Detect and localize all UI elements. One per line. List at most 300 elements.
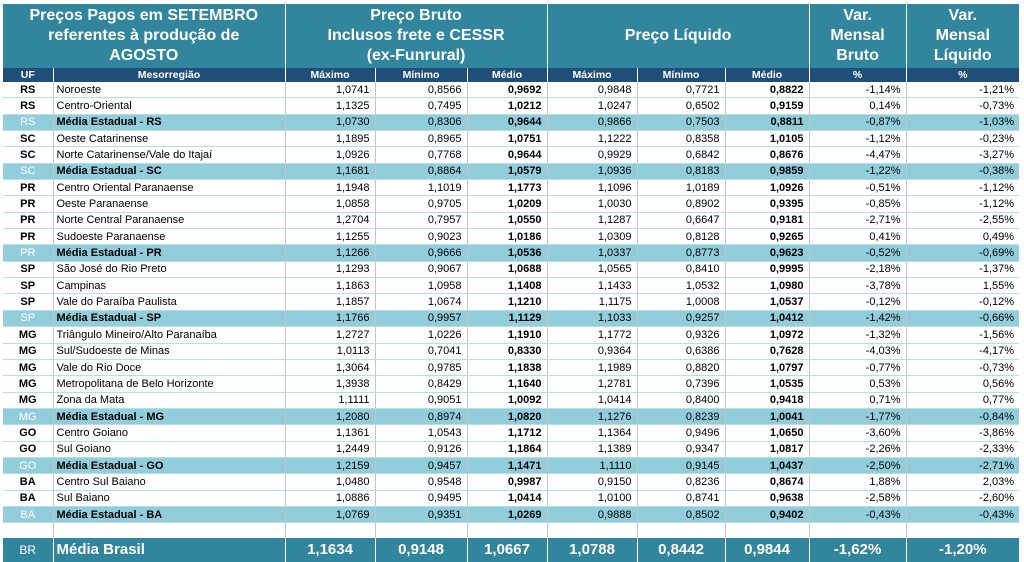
row-bruto-min: 0,9457 [375, 457, 467, 473]
row-bruto-min: 0,8429 [375, 376, 467, 392]
row-bruto-min: 0,8864 [375, 163, 467, 179]
var-liquido-line-2: Mensal [935, 27, 990, 44]
row-uf: SC [3, 163, 53, 179]
row-mesorregiao: Sudoeste Paranaense [53, 229, 285, 245]
row-liquido-medio: 1,0105 [725, 131, 809, 147]
state-average-row [3, 163, 1019, 179]
row-bruto-max: 1,2159 [285, 457, 375, 473]
row-bruto-min: 0,9785 [375, 359, 467, 375]
row-var-bruto: -3,78% [809, 278, 906, 294]
row-var-bruto: 0,71% [809, 392, 906, 408]
row-mesorregiao: Vale do Rio Doce [53, 359, 285, 375]
row-bruto-min: 0,9067 [375, 261, 467, 277]
row-var-bruto: -1,22% [809, 163, 906, 179]
row-var-bruto: -3,60% [809, 425, 906, 441]
row-bruto-max: 1,1255 [285, 229, 375, 245]
row-var-bruto: 1,88% [809, 474, 906, 490]
row-liquido-min: 0,8358 [637, 131, 725, 147]
brazil-average-row [3, 538, 1019, 562]
table-row [3, 425, 1019, 441]
col-mesorregiao: Mesorregião [53, 68, 285, 82]
row-bruto-max: 1,1681 [285, 163, 375, 179]
table-row [3, 359, 1019, 375]
row-liquido-medio: 0,9859 [725, 163, 809, 179]
table-row [3, 474, 1019, 490]
row-mesorregiao: Metropolitana de Belo Horizonte [53, 376, 285, 392]
row-liquido-medio: 0,9181 [725, 212, 809, 228]
row-bruto-medio: 1,0092 [467, 392, 547, 408]
preco-bruto-line-3: (ex-Funrural) [366, 47, 466, 64]
row-liquido-min: 0,8741 [637, 490, 725, 506]
row-bruto-min: 0,9023 [375, 229, 467, 245]
footer-bruto-min: 0,9148 [375, 538, 467, 562]
row-bruto-min: 0,9495 [375, 490, 467, 506]
row-bruto-min: 1,1019 [375, 180, 467, 196]
row-liquido-medio: 1,0535 [725, 376, 809, 392]
row-liquido-max: 1,0247 [547, 98, 637, 114]
row-bruto-medio: 0,9644 [467, 147, 547, 163]
row-mesorregiao: Centro Sul Baiano [53, 474, 285, 490]
row-liquido-medio: 0,8674 [725, 474, 809, 490]
row-var-bruto: -2,58% [809, 490, 906, 506]
table-title [3, 4, 285, 68]
row-liquido-medio: 1,0437 [725, 457, 809, 473]
row-bruto-medio: 1,0186 [467, 229, 547, 245]
row-var-bruto: -0,87% [809, 114, 906, 130]
row-uf: PR [3, 212, 53, 228]
row-liquido-medio: 0,9395 [725, 196, 809, 212]
row-var-bruto: -1,32% [809, 327, 906, 343]
table-row [3, 327, 1019, 343]
state-average-row [3, 114, 1019, 130]
row-bruto-min: 1,0674 [375, 294, 467, 310]
row-liquido-min: 0,7503 [637, 114, 725, 130]
row-liquido-min: 0,8410 [637, 261, 725, 277]
row-liquido-min: 1,0532 [637, 278, 725, 294]
row-bruto-min: 1,0958 [375, 278, 467, 294]
row-var-bruto: -1,12% [809, 131, 906, 147]
row-liquido-medio: 0,9638 [725, 490, 809, 506]
table-row [3, 82, 1019, 98]
row-bruto-min: 0,8306 [375, 114, 467, 130]
row-bruto-min: 0,9126 [375, 441, 467, 457]
row-mesorregiao: Centro-Oriental [53, 98, 285, 114]
row-bruto-max: 1,3938 [285, 376, 375, 392]
row-uf: SP [3, 310, 53, 326]
row-liquido-medio: 1,0650 [725, 425, 809, 441]
var-bruto-header [809, 4, 906, 68]
row-var-liquido: -4,17% [906, 343, 1019, 359]
row-liquido-min: 0,9257 [637, 310, 725, 326]
col-bruto-min: Mínimo [375, 68, 467, 82]
row-bruto-medio: 1,1129 [467, 310, 547, 326]
row-var-liquido: -0,69% [906, 245, 1019, 261]
row-var-liquido: -2,55% [906, 212, 1019, 228]
row-liquido-max: 1,0337 [547, 245, 637, 261]
row-bruto-min: 0,9351 [375, 506, 467, 522]
row-var-liquido: -2,60% [906, 490, 1019, 506]
row-uf: RS [3, 98, 53, 114]
row-var-bruto: -4,03% [809, 343, 906, 359]
row-bruto-medio: 1,0579 [467, 163, 547, 179]
row-liquido-min: 0,9145 [637, 457, 725, 473]
row-bruto-max: 1,1266 [285, 245, 375, 261]
row-liquido-min: 0,8128 [637, 229, 725, 245]
title-line-3: AGOSTO [109, 47, 179, 64]
col-liquido-max: Máximo [547, 68, 637, 82]
row-liquido-max: 0,9866 [547, 114, 637, 130]
row-var-liquido: -0,38% [906, 163, 1019, 179]
table-row [3, 278, 1019, 294]
table-row [3, 180, 1019, 196]
row-liquido-max: 1,1433 [547, 278, 637, 294]
row-bruto-max: 1,0769 [285, 506, 375, 522]
row-mesorregiao: Sul/Sudoeste de Minas [53, 343, 285, 359]
row-mesorregiao: Oeste Catarinense [53, 131, 285, 147]
row-liquido-medio: 1,0797 [725, 359, 809, 375]
row-liquido-max: 1,1096 [547, 180, 637, 196]
row-bruto-medio: 1,1838 [467, 359, 547, 375]
table-body [3, 82, 1019, 523]
row-liquido-medio: 1,0972 [725, 327, 809, 343]
row-uf: GO [3, 441, 53, 457]
row-liquido-medio: 1,0817 [725, 441, 809, 457]
row-bruto-min: 0,7495 [375, 98, 467, 114]
row-var-bruto: 0,14% [809, 98, 906, 114]
row-mesorregiao: Sul Baiano [53, 490, 285, 506]
row-mesorregiao: Noroeste [53, 82, 285, 98]
state-average-row [3, 408, 1019, 424]
row-mesorregiao: Média Estadual - BA [53, 506, 285, 522]
row-bruto-max: 1,3064 [285, 359, 375, 375]
table-row [3, 376, 1019, 392]
row-var-liquido: -3,27% [906, 147, 1019, 163]
row-bruto-medio: 0,8330 [467, 343, 547, 359]
col-bruto-max: Máximo [285, 68, 375, 82]
row-bruto-medio: 0,9692 [467, 82, 547, 98]
row-mesorregiao: Média Estadual - SC [53, 163, 285, 179]
row-var-liquido: -2,33% [906, 441, 1019, 457]
row-liquido-max: 1,2781 [547, 376, 637, 392]
row-liquido-min: 0,8902 [637, 196, 725, 212]
row-liquido-max: 1,0414 [547, 392, 637, 408]
footer-label: Média Brasil [53, 538, 285, 562]
col-liquido-medio: Médio [725, 68, 809, 82]
table-row [3, 98, 1019, 114]
row-var-liquido: 0,56% [906, 376, 1019, 392]
var-bruto-line-1: Var. [843, 7, 872, 24]
table-row [3, 196, 1019, 212]
row-liquido-max: 0,9150 [547, 474, 637, 490]
table-row [3, 343, 1019, 359]
row-bruto-min: 0,9666 [375, 245, 467, 261]
row-liquido-min: 0,8236 [637, 474, 725, 490]
state-average-row [3, 310, 1019, 326]
row-liquido-min: 0,7396 [637, 376, 725, 392]
row-mesorregiao: Oeste Paranaense [53, 196, 285, 212]
row-liquido-min: 0,6386 [637, 343, 725, 359]
footer-var-liquido: -1,20% [906, 538, 1019, 562]
row-var-bruto: -1,77% [809, 408, 906, 424]
row-bruto-medio: 1,0688 [467, 261, 547, 277]
row-mesorregiao: Vale do Paraíba Paulista [53, 294, 285, 310]
row-var-bruto: -0,52% [809, 245, 906, 261]
var-liquido-line-1: Var. [948, 7, 978, 24]
row-bruto-medio: 1,0414 [467, 490, 547, 506]
row-var-liquido: -0,73% [906, 359, 1019, 375]
row-liquido-medio: 0,8676 [725, 147, 809, 163]
row-var-liquido: -1,21% [906, 82, 1019, 98]
footer-liquido-max: 1,0788 [547, 538, 637, 562]
row-uf: BA [3, 474, 53, 490]
row-bruto-min: 0,9051 [375, 392, 467, 408]
row-uf: SP [3, 261, 53, 277]
row-uf: BA [3, 506, 53, 522]
row-liquido-max: 0,9929 [547, 147, 637, 163]
row-mesorregiao: Centro Goiano [53, 425, 285, 441]
row-var-bruto: 0,53% [809, 376, 906, 392]
row-bruto-medio: 0,9987 [467, 474, 547, 490]
row-liquido-min: 0,6647 [637, 212, 725, 228]
row-var-bruto: -2,50% [809, 457, 906, 473]
row-liquido-medio: 0,9402 [725, 506, 809, 522]
row-liquido-min: 1,0008 [637, 294, 725, 310]
row-bruto-min: 0,8566 [375, 82, 467, 98]
row-liquido-medio: 1,0926 [725, 180, 809, 196]
row-liquido-min: 0,8239 [637, 408, 725, 424]
row-liquido-medio: 0,8822 [725, 82, 809, 98]
row-liquido-max: 1,0100 [547, 490, 637, 506]
row-var-bruto: -0,85% [809, 196, 906, 212]
row-bruto-max: 1,1863 [285, 278, 375, 294]
row-var-bruto: -4,47% [809, 147, 906, 163]
row-var-liquido: -2,71% [906, 457, 1019, 473]
row-bruto-medio: 1,1471 [467, 457, 547, 473]
row-bruto-min: 0,9705 [375, 196, 467, 212]
row-liquido-medio: 0,9995 [725, 261, 809, 277]
row-bruto-medio: 0,9644 [467, 114, 547, 130]
col-uf: UF [3, 68, 53, 82]
row-uf: PR [3, 245, 53, 261]
row-var-bruto: -0,43% [809, 506, 906, 522]
row-var-bruto: -2,18% [809, 261, 906, 277]
price-table [3, 4, 1019, 562]
row-var-liquido: -1,03% [906, 114, 1019, 130]
row-uf: SP [3, 278, 53, 294]
row-liquido-max: 1,1364 [547, 425, 637, 441]
row-liquido-min: 0,8820 [637, 359, 725, 375]
footer-liquido-min: 0,8442 [637, 538, 725, 562]
row-liquido-min: 0,8400 [637, 392, 725, 408]
row-var-bruto: -0,12% [809, 294, 906, 310]
row-bruto-max: 1,2727 [285, 327, 375, 343]
row-bruto-medio: 1,1640 [467, 376, 547, 392]
table-row [3, 212, 1019, 228]
var-bruto-line-3: Bruto [836, 47, 879, 64]
footer-uf: BR [3, 538, 53, 562]
row-var-liquido: -0,43% [906, 506, 1019, 522]
row-var-liquido: -0,66% [906, 310, 1019, 326]
row-liquido-min: 1,0189 [637, 180, 725, 196]
row-uf: MG [3, 392, 53, 408]
row-bruto-min: 0,8965 [375, 131, 467, 147]
row-liquido-medio: 0,9418 [725, 392, 809, 408]
row-bruto-medio: 1,0751 [467, 131, 547, 147]
row-bruto-min: 0,8974 [375, 408, 467, 424]
footer-liquido-medio: 0,9844 [725, 538, 809, 562]
row-bruto-max: 1,1948 [285, 180, 375, 196]
row-var-liquido: -1,12% [906, 180, 1019, 196]
row-bruto-max: 1,1857 [285, 294, 375, 310]
row-bruto-max: 1,0741 [285, 82, 375, 98]
row-var-liquido: -0,12% [906, 294, 1019, 310]
row-uf: MG [3, 376, 53, 392]
row-bruto-max: 1,1766 [285, 310, 375, 326]
row-liquido-medio: 0,9623 [725, 245, 809, 261]
row-bruto-min: 1,0226 [375, 327, 467, 343]
row-uf: MG [3, 343, 53, 359]
row-uf: MG [3, 359, 53, 375]
row-uf: SC [3, 131, 53, 147]
row-bruto-medio: 1,0536 [467, 245, 547, 261]
row-liquido-medio: 0,7628 [725, 343, 809, 359]
state-average-row [3, 506, 1019, 522]
row-mesorregiao: Norte Catarinense/Vale do Itajaí [53, 147, 285, 163]
row-bruto-medio: 1,0209 [467, 196, 547, 212]
row-mesorregiao: Média Estadual - PR [53, 245, 285, 261]
row-bruto-max: 1,1895 [285, 131, 375, 147]
row-liquido-min: 0,8183 [637, 163, 725, 179]
row-bruto-min: 0,9957 [375, 310, 467, 326]
row-bruto-medio: 1,1210 [467, 294, 547, 310]
row-var-liquido: -1,12% [906, 196, 1019, 212]
row-bruto-medio: 1,1910 [467, 327, 547, 343]
state-average-row [3, 245, 1019, 261]
footer-bruto-max: 1,1634 [285, 538, 375, 562]
row-uf: RS [3, 114, 53, 130]
row-liquido-medio: 1,0041 [725, 408, 809, 424]
row-bruto-max: 1,1325 [285, 98, 375, 114]
row-liquido-medio: 1,0537 [725, 294, 809, 310]
row-uf: MG [3, 327, 53, 343]
spacer-row [3, 523, 1019, 539]
row-bruto-min: 0,9548 [375, 474, 467, 490]
row-uf: BA [3, 490, 53, 506]
preco-bruto-line-2: Inclusos frete e CESSR [327, 27, 505, 44]
row-uf: MG [3, 408, 53, 424]
row-bruto-max: 1,0730 [285, 114, 375, 130]
table-row [3, 490, 1019, 506]
row-liquido-medio: 0,9159 [725, 98, 809, 114]
table-row [3, 441, 1019, 457]
header-row [3, 4, 1019, 68]
row-liquido-min: 0,8773 [637, 245, 725, 261]
row-mesorregiao: Campinas [53, 278, 285, 294]
row-liquido-max: 0,9848 [547, 82, 637, 98]
row-bruto-min: 0,7041 [375, 343, 467, 359]
row-bruto-max: 1,0858 [285, 196, 375, 212]
preco-bruto-line-1: Preço Bruto [370, 7, 462, 24]
row-mesorregiao: São José do Rio Preto [53, 261, 285, 277]
row-bruto-max: 1,2449 [285, 441, 375, 457]
row-liquido-max: 1,1287 [547, 212, 637, 228]
row-var-liquido: -1,56% [906, 327, 1019, 343]
row-liquido-max: 1,1175 [547, 294, 637, 310]
row-var-bruto: -2,71% [809, 212, 906, 228]
row-bruto-medio: 1,1408 [467, 278, 547, 294]
col-var-bruto-pct: % [809, 68, 906, 82]
row-var-bruto: -0,77% [809, 359, 906, 375]
title-line-1: Preços Pagos em SETEMBRO [29, 7, 259, 24]
row-var-liquido: -0,73% [906, 98, 1019, 114]
footer-bruto-medio: 1,0667 [467, 538, 547, 562]
row-mesorregiao: Sul Goiano [53, 441, 285, 457]
var-bruto-line-2: Mensal [830, 27, 885, 44]
row-liquido-min: 0,9496 [637, 425, 725, 441]
row-mesorregiao: Média Estadual - GO [53, 457, 285, 473]
row-var-liquido: 0,77% [906, 392, 1019, 408]
row-liquido-max: 1,0565 [547, 261, 637, 277]
row-bruto-max: 1,0926 [285, 147, 375, 163]
col-var-liquido-pct: % [906, 68, 1019, 82]
row-liquido-min: 0,6842 [637, 147, 725, 163]
row-var-liquido: -0,23% [906, 131, 1019, 147]
row-liquido-max: 0,9364 [547, 343, 637, 359]
row-var-liquido: 1,55% [906, 278, 1019, 294]
row-liquido-min: 0,8502 [637, 506, 725, 522]
row-var-liquido: -1,37% [906, 261, 1019, 277]
row-mesorregiao: Média Estadual - SP [53, 310, 285, 326]
row-bruto-medio: 1,0820 [467, 408, 547, 424]
row-mesorregiao: Centro Oriental Paranaense [53, 180, 285, 196]
row-mesorregiao: Média Estadual - MG [53, 408, 285, 424]
preco-liquido-header: Preço Líquido [547, 4, 809, 68]
row-uf: SC [3, 147, 53, 163]
row-liquido-max: 1,0030 [547, 196, 637, 212]
row-var-bruto: -1,42% [809, 310, 906, 326]
row-mesorregiao: Triângulo Mineiro/Alto Paranaíba [53, 327, 285, 343]
row-var-liquido: 2,03% [906, 474, 1019, 490]
row-var-bruto: -1,14% [809, 82, 906, 98]
row-uf: GO [3, 457, 53, 473]
row-uf: SP [3, 294, 53, 310]
table-row [3, 147, 1019, 163]
col-liquido-min: Mínimo [637, 68, 725, 82]
row-bruto-max: 1,0113 [285, 343, 375, 359]
table-row [3, 294, 1019, 310]
row-liquido-max: 1,1110 [547, 457, 637, 473]
row-var-liquido: -0,84% [906, 408, 1019, 424]
preco-bruto-header [285, 4, 547, 68]
row-var-liquido: -3,86% [906, 425, 1019, 441]
row-uf: PR [3, 180, 53, 196]
row-mesorregiao: Média Estadual - RS [53, 114, 285, 130]
row-liquido-min: 0,9347 [637, 441, 725, 457]
row-bruto-medio: 1,0212 [467, 98, 547, 114]
row-bruto-medio: 1,1773 [467, 180, 547, 196]
row-bruto-max: 1,1361 [285, 425, 375, 441]
row-bruto-max: 1,0480 [285, 474, 375, 490]
row-liquido-min: 0,7721 [637, 82, 725, 98]
row-liquido-medio: 0,8811 [725, 114, 809, 130]
row-bruto-max: 1,1293 [285, 261, 375, 277]
row-var-bruto: -2,26% [809, 441, 906, 457]
table-row [3, 229, 1019, 245]
table-row [3, 261, 1019, 277]
row-liquido-medio: 0,9265 [725, 229, 809, 245]
row-liquido-max: 1,1772 [547, 327, 637, 343]
row-bruto-medio: 1,0550 [467, 212, 547, 228]
